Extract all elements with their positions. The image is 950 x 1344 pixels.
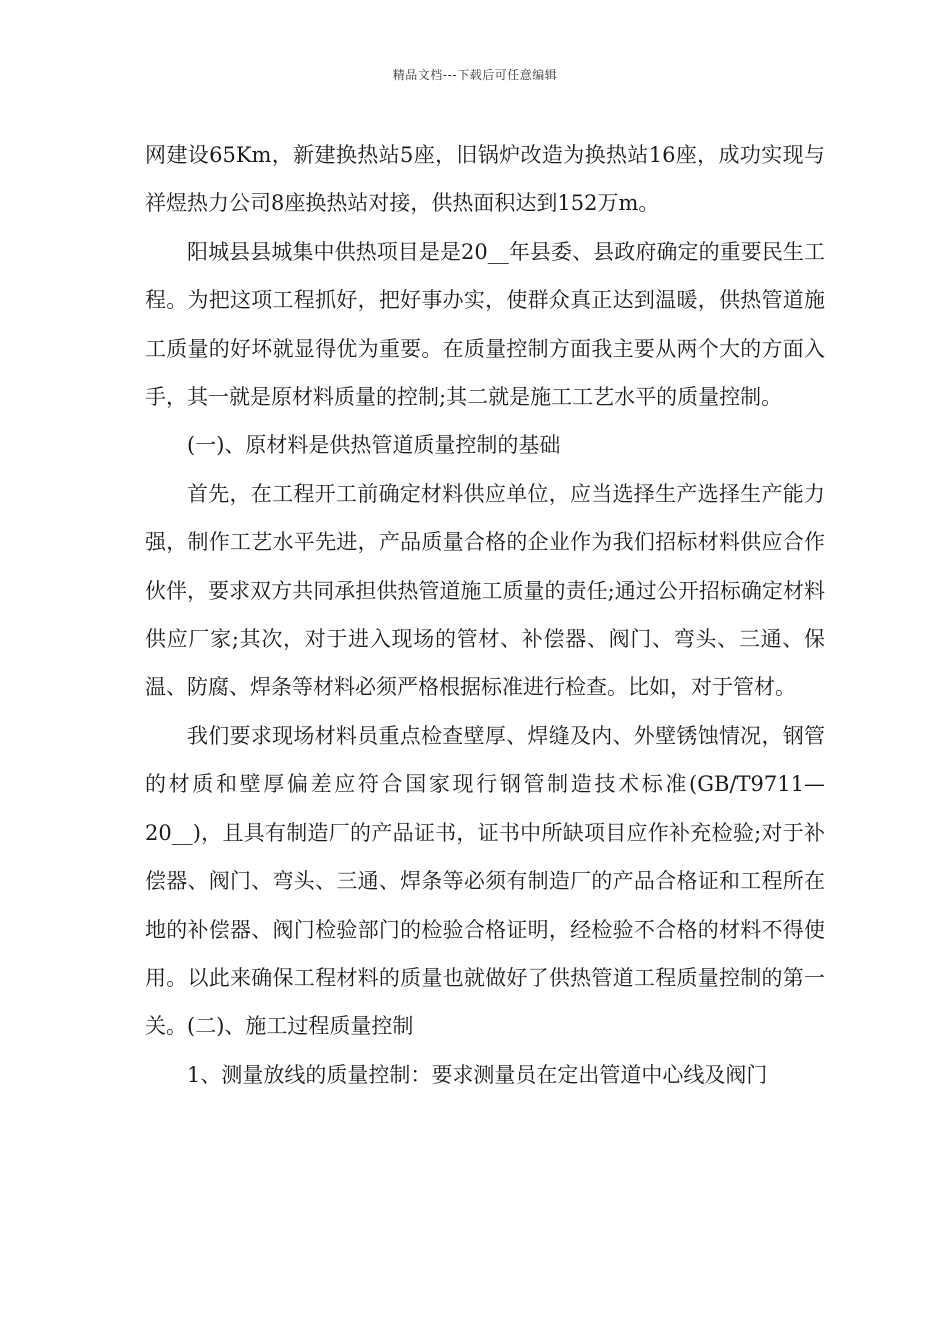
page-header: 精品文档---下载后可任意编辑 (392, 68, 558, 82)
paragraph: 阳城县县城集中供热项目是是20__年县委、县政府确定的重要民生工程。为把这项工程抓好，把好事办实，使群众真正达到温暖，供热管道施工质量的好坏就显得优为重要。在质量控制方面我主要从两个大的方面入手，其一就是原材料质量的控制;其二就是施工工艺水平的质量控制。 (145, 239, 825, 410)
section-heading: (一)、原材料是供热管道质量控制的基础 (187, 433, 561, 458)
document-body (145, 131, 825, 1099)
paragraph: 1、测量放线的质量控制：要求测量员在定出管道中心线及阀门 (187, 1062, 768, 1087)
paragraph: 网建设65Km，新建换热站5座，旧锅炉改造为换热站16座，成功实现与祥煜热力公司8座换热站对接，供热面积达到152万m。 (145, 143, 825, 216)
paragraph: 首先，在工程开工前确定材料供应单位，应当选择生产选择生产能力强，制作工艺水平先进，产品质量合格的企业作为我们招标材料供应合作伙伴，要求双方共同承担供热管道施工质量的责任;通过公开招标确定材料供应厂家;其次，对于进入现场的管材、补偿器、阀门、弯头、三通、保温、防腐、焊条等材料必须严格根据标准进行检查。比如，对于管材。 (145, 481, 825, 700)
paragraph: 我们要求现场材料员重点检查壁厚、焊缝及内、外壁锈蚀情况，钢管的材质和壁厚偏差应符合国家现行钢管制造技术标准(GB/T9711—20__)，且具有制造厂的产品证书，证书中所缺项目应作补充检验;对于补偿器、阀门、弯头、三通、焊条等必须有制造厂的产品合格证和工程所在地的补偿器、阀门检验部门的检验合格证明，经检验不合格的材料不得使用。以此来确保工程材料的质量也就做好了供热管道工程质量控制的第一关。(二)、施工过程质量控制 (145, 723, 825, 1039)
